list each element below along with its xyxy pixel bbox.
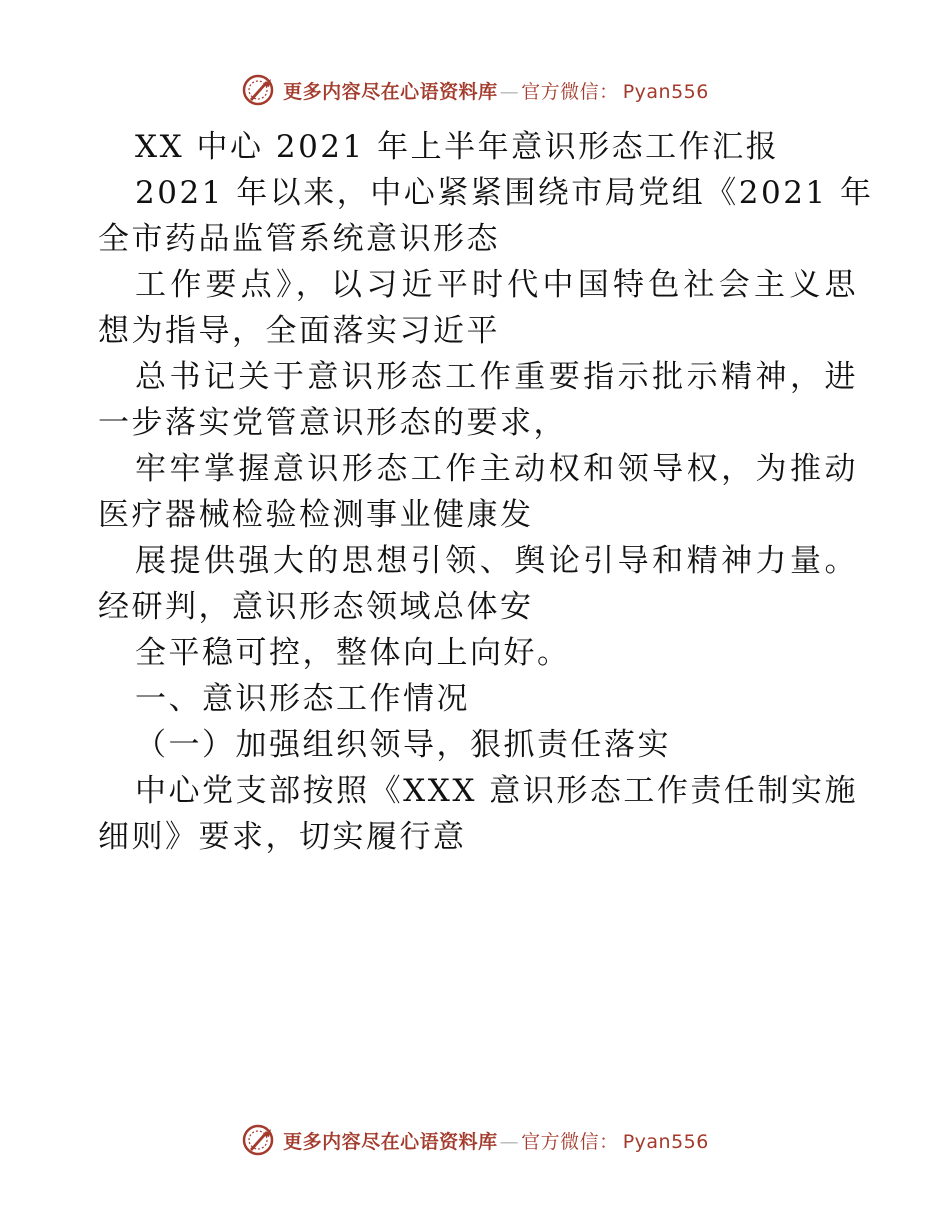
paragraph-line: 经研判，意识形态领域总体安 (98, 589, 534, 625)
paragraph-line: 细则》要求，切实履行意 (98, 819, 467, 855)
watermark-wechat-id: Pyan556 (622, 1130, 709, 1153)
quill-pen-logo-icon (241, 1123, 275, 1157)
paragraph-line: 中心党支部按照《XXX 意识形态工作责任制实施 (135, 773, 858, 809)
watermark-banner-bottom (0, 1120, 950, 1160)
watermark-wechat-label: 官方微信： (521, 1130, 619, 1153)
document-title: XX 中心 2021 年上半年意识形态工作汇报 (135, 129, 780, 165)
paragraph-line: 2021 年以来，中心紧紧围绕市局党组《2021 年 (135, 175, 874, 211)
watermark-title: 更多内容尽在心语资料库 (283, 80, 498, 103)
watermark-wechat-label: 官方微信： (521, 80, 619, 103)
watermark-separator: — (499, 1130, 520, 1153)
paragraph-line: 工作要点》，以习近平时代中国特色社会主义思 (135, 267, 858, 303)
document-body (98, 124, 874, 860)
watermark-wechat-id: Pyan556 (622, 80, 709, 103)
paragraph-line: 想为指导，全面落实习近平 (98, 313, 500, 349)
paragraph-line: 医疗器械检验检测事业健康发 (98, 497, 534, 533)
paragraph-line: 一步落实党管意识形态的要求， (98, 405, 567, 441)
paragraph-line: 全平稳可控，整体向上向好。 (135, 635, 571, 671)
paragraph-line: 全市药品监管系统意识形态 (98, 221, 500, 257)
watermark-banner-top (0, 70, 950, 110)
section-heading: 一、意识形态工作情况 (135, 681, 470, 717)
watermark-separator: — (499, 80, 520, 103)
paragraph-line: 牢牢掌握意识形态工作主动权和领导权，为推动 (135, 451, 858, 487)
paragraph-line: 总书记关于意识形态工作重要指示批示精神，进 (135, 359, 858, 395)
paragraph-line: 展提供强大的思想引领、舆论引导和精神力量。 (135, 543, 858, 579)
quill-pen-logo-icon (241, 73, 275, 107)
watermark-title: 更多内容尽在心语资料库 (283, 1130, 498, 1153)
subsection-heading: （一）加强组织领导，狠抓责任落实 (135, 727, 671, 763)
